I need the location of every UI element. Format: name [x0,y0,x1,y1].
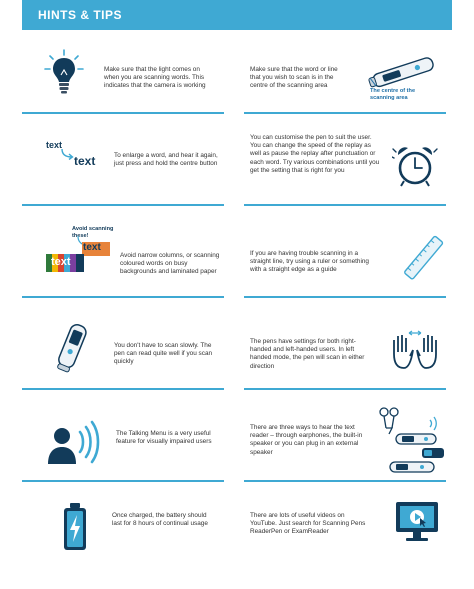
divider [244,480,446,482]
divider [22,204,224,206]
tip-videos [244,490,446,582]
divider [244,204,446,206]
reader-pen-icon [52,318,92,376]
tips-row [22,30,452,122]
tip-centre [244,30,446,122]
alarm-clock-icon [392,144,438,188]
talking-user-icon [46,418,106,466]
divider [22,388,224,390]
tip-enlarge [22,122,224,214]
tips-row [22,490,452,582]
tips-row [22,214,452,306]
divider [244,296,446,298]
tip-text: There are lots of useful videos on YouTube. Just search for Scanning Pens ReaderPen or ExamReader [250,512,366,536]
tip-text: The Talking Menu is a very useful feature for visually impaired users [116,430,212,446]
tip-text: Avoid narrow columns, or scanning coloured words on busy backgrounds and laminated paper [120,252,220,276]
monitor-icon [394,500,440,544]
tip-text: You can customise the pen to suit the user. You can change the speed of the replay as well as pause the replay after punctuation or each word. Try various combinations until you get the setting that is right for you [250,134,380,174]
divider [244,112,446,114]
tip-text: There are three ways to hear the text reader – through earphones, the built-in speaker or you can plug in an external speaker [250,424,363,456]
text-enlarge-icon [60,148,74,160]
tip-slowly [22,306,224,398]
divider [22,296,224,298]
tip-text: If you are having trouble scanning in a straight line, try using a ruler or something with a straight edge as a guide [250,250,369,274]
tip-straight [244,214,446,306]
tip-hear [244,398,446,490]
tips-row [22,398,452,490]
tip-text: The pens have settings for both right-handed and left-handed users. In left handed mode, the pen will scan in either direction [250,338,365,370]
avoid-note: Avoid scanning these! [72,226,114,239]
header-bar [22,0,452,30]
tip-text: Make sure that the word or line that you wish to scan is in the centre of the scanning area [250,66,338,90]
tip-menu [22,398,224,490]
tip-battery [22,490,224,582]
tip-text: Make sure that the light comes on when you are scanning words. This indicates that the camera is working [104,66,206,90]
coloured-word: text [83,242,101,253]
small-text-word: text [46,140,63,150]
tips-row [22,306,452,398]
battery-icon [62,502,88,552]
page-title: HINTS & TIPS [38,8,123,22]
tip-columns [22,214,224,306]
ruler-icon [404,234,444,282]
audio-output-icon [376,404,446,480]
divider [22,480,224,482]
tips-row [22,122,452,214]
coloured-word: text [51,256,71,268]
tip-light [22,30,224,122]
tip-text: You don't have to scan slowly. The pen can read quite well if you scan quickly [114,342,213,366]
tip-text: To enlarge a word, and hear it again, just press and hold the centre button [114,152,218,168]
hands-icon [390,328,440,370]
tip-customise [244,122,446,214]
scanning-area-note: The centre of the scanning area [370,88,416,101]
tip-hands [244,306,446,398]
tips-grid [22,30,452,582]
divider [22,112,224,114]
tip-text: Once charged, the battery should last for 8 hours of continual usage [112,512,208,528]
divider [244,388,446,390]
lightbulb-icon [42,48,86,96]
scanner-pen-icon [362,54,442,90]
large-text-word: text [74,154,96,168]
